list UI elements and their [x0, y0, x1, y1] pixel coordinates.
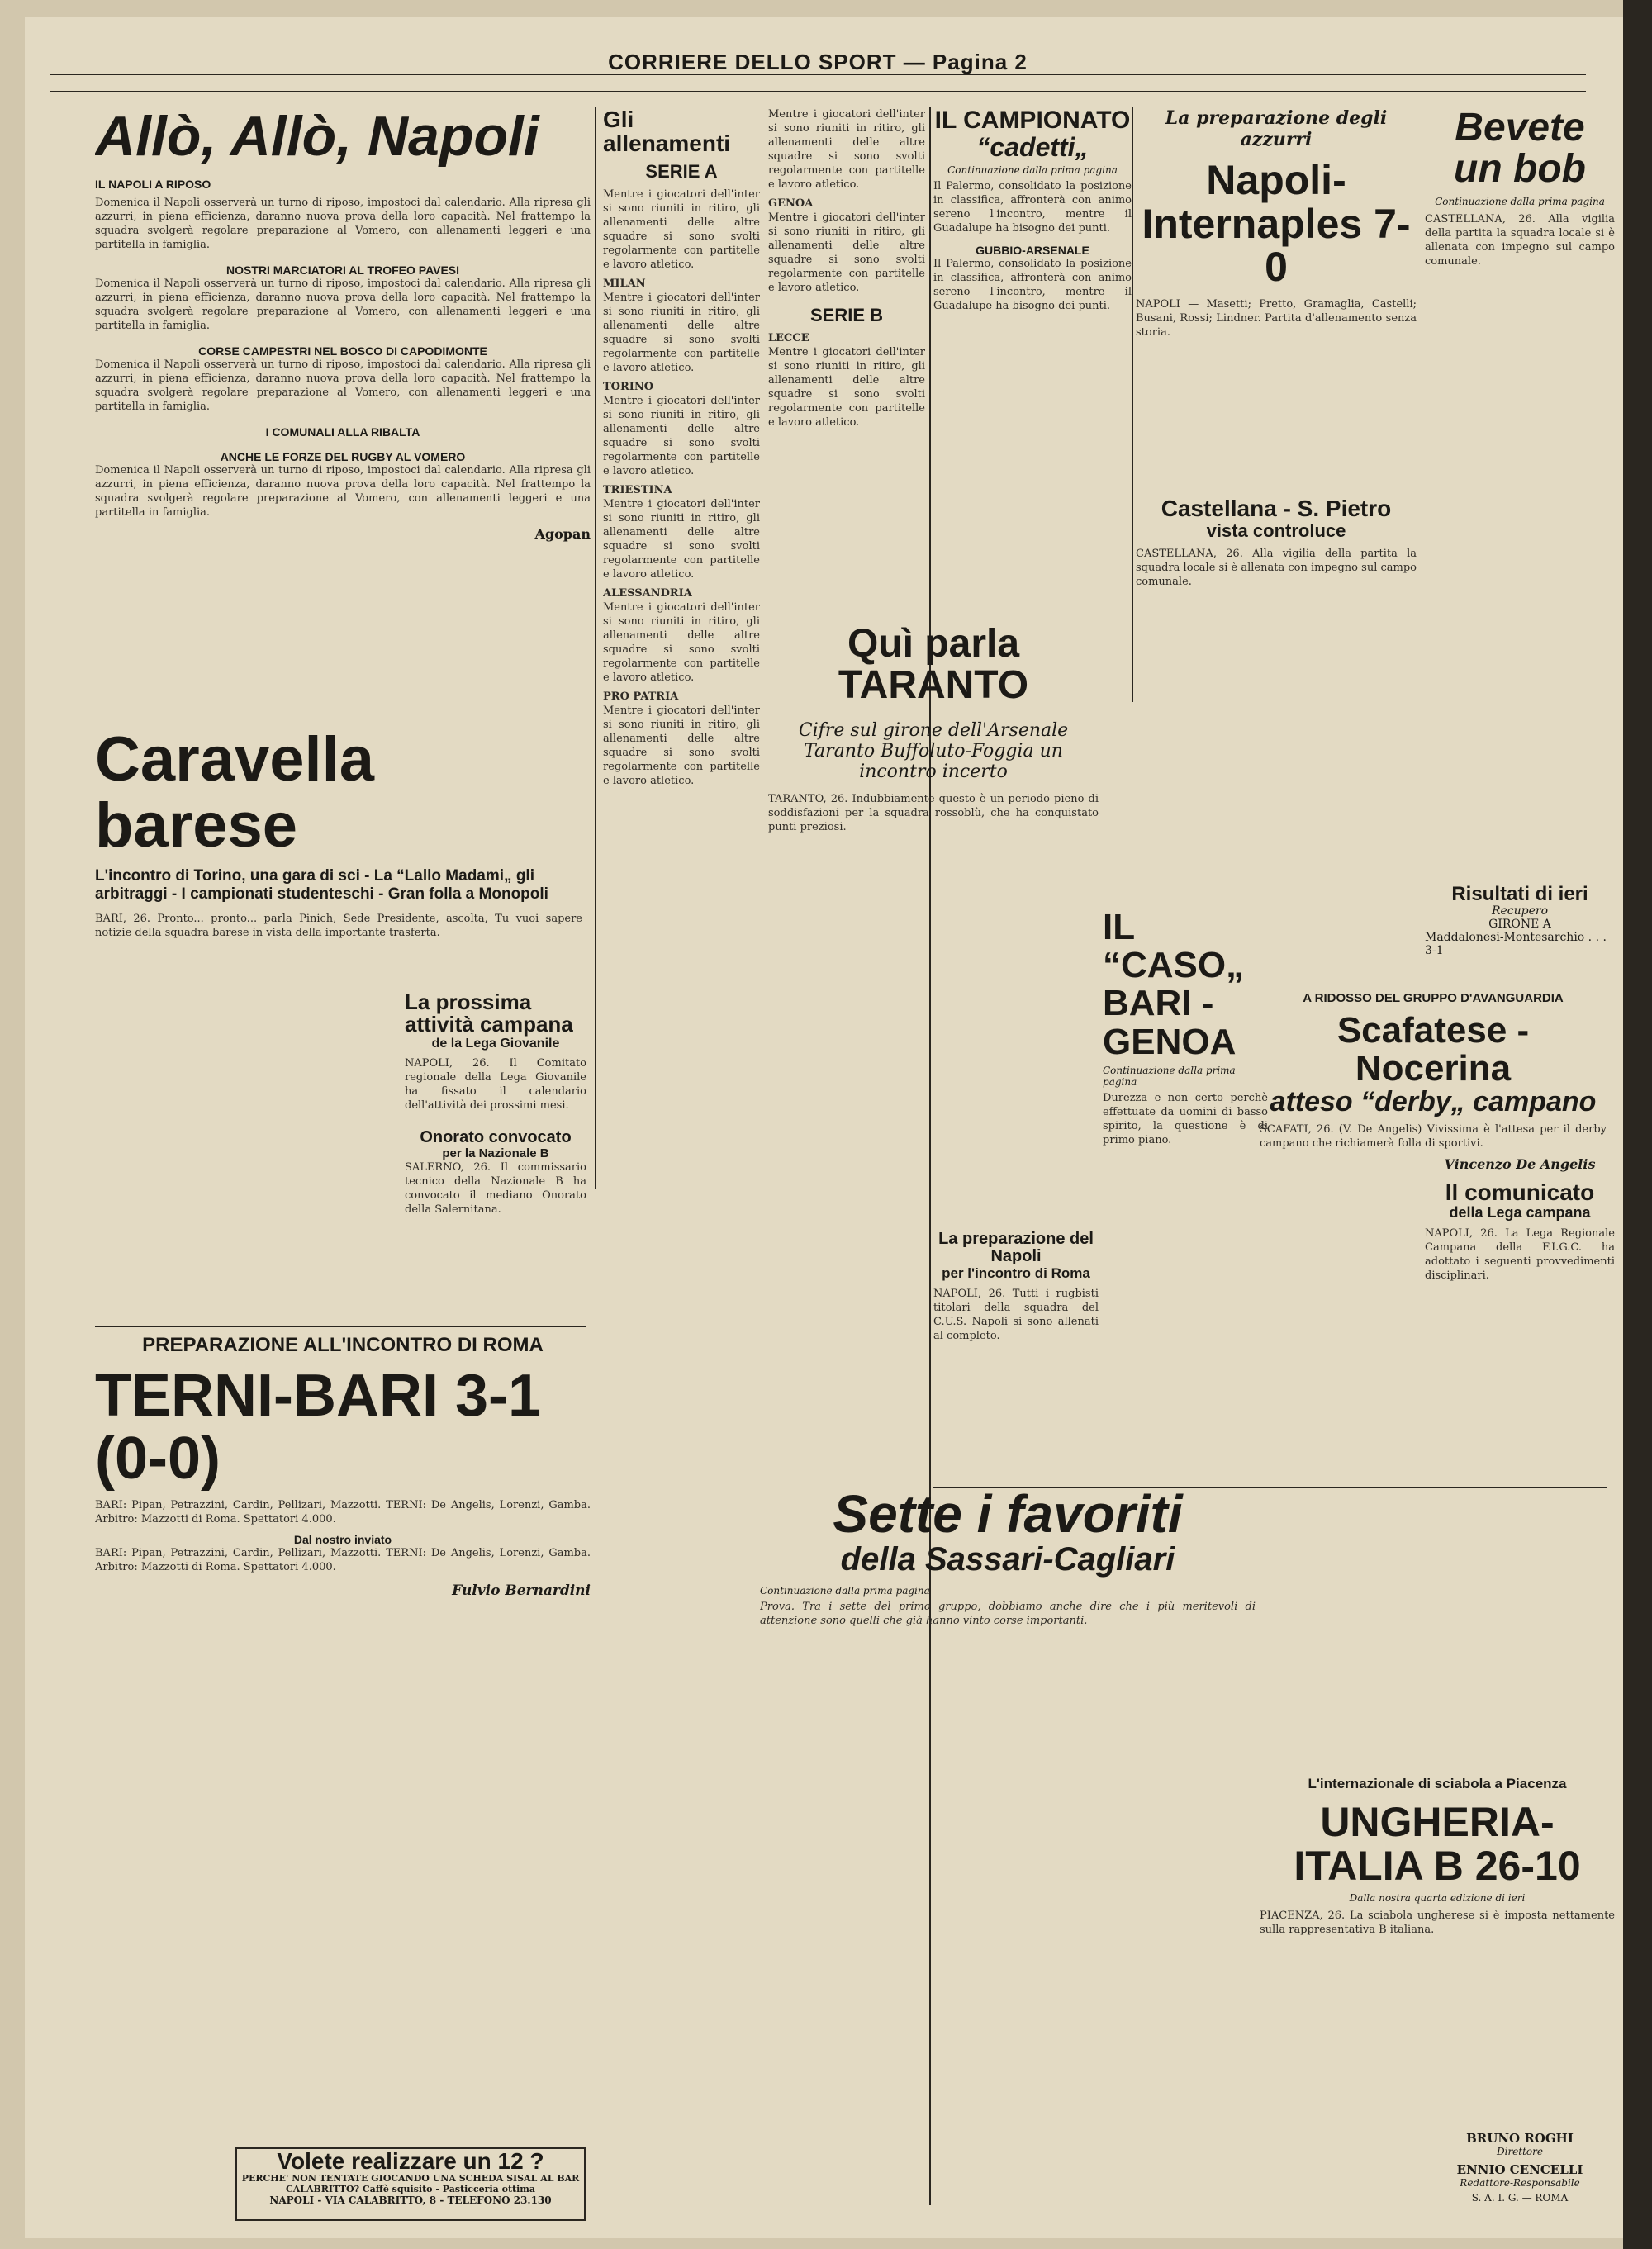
caravella-headline: Caravella barese — [95, 727, 375, 861]
napoli-sub1: NOSTRI MARCIATORI AL TROFEO PAVESI — [225, 263, 460, 278]
sette-article — [760, 1487, 1256, 2213]
caso-headline: IL “CASO„ — [1103, 909, 1245, 986]
allenamenti-article — [603, 107, 760, 1511]
terni-body: BARI: Pipan, Petrazzini, Cardin, Pellizari, Mazzotti. TERNI: De Angelis, Lorenzi, Gamba. Arbitro: Mazzotti di Roma. Spettatori 4.000. — [95, 1499, 591, 1526]
campana-headline: La prossima attività campana — [405, 991, 573, 1037]
binding-gutter — [1623, 0, 1652, 2249]
allenamenti-team-3: TRIESTINA — [603, 483, 672, 496]
scafatese-kicker: A RIDOSSO DEL GRUPPO D'AVANGUARDIA — [1303, 991, 1564, 1005]
napoli-body-4: Domenica il Napoli osserverà un turno di riposo, impostoci dal calendario. Alla ripresa gli azzurri, in piena efficienza, daranno nuova prova della loro capacità. Nel frattempo la squadra svolgerà regolare preparazione al Vomero, con allenamenti leggeri e una partitella in famiglia. — [95, 464, 591, 520]
allenamenti-headline: Gli allenamenti — [603, 107, 731, 157]
cadetti-headline-2: “cadetti„ — [976, 131, 1089, 162]
allenamenti-body-6: Mentre i giocatori dell'inter si sono riuniti in ritiro, gli allenamenti delle altre squadre si sono svolti regolarmente con partitelle e lavoro atletico. — [603, 704, 760, 787]
sette-sub: della Sassari-Cagliari — [840, 1541, 1175, 1578]
sisal-ad — [235, 2147, 586, 2221]
allenamenti-cont-body-3: Mentre i giocatori dell'inter si sono riuniti in ritiro, gli allenamenti delle altre squadre si sono svolti regolarmente con partitelle e lavoro atletico. — [768, 346, 925, 429]
page-header — [50, 25, 1586, 93]
prep-napoli-body: NAPOLI, 26. Tutti i rugbisti titolari della squadra del C.U.S. Napoli si sono allenati al completo. — [933, 1288, 1099, 1342]
sisal-title: Volete realizzare un 12 ? — [277, 2148, 544, 2174]
allenamenti-team-5: PRO PATRIA — [603, 690, 679, 703]
allenamenti-continued — [768, 107, 925, 702]
allenamenti-body-2: Mentre i giocatori dell'inter si sono riuniti in ritiro, gli allenamenti delle altre squadre si sono svolti regolarmente con partitelle e lavoro atletico. — [603, 291, 760, 374]
risultati-girone: GIRONE A — [1488, 918, 1551, 932]
sette-body: Prova. Tra i sette del primo gruppo, dobbiamo anche dire che i più meritevoli di attenzione sono quelli che già hanno vinto corse importanti. — [760, 1601, 1256, 1628]
onorato-body: SALERNO, 26. Il commissario tecnico della Nazionale B ha convocato il mediano Onorato della Salernitana. — [405, 1160, 586, 1216]
sciabola-body: PIACENZA, 26. La sciabola ungherese si è imposta nettamente sulla rappresentativa B italiana. — [1260, 1910, 1615, 1936]
editor-name: ENNIO CENCELLI — [1456, 2162, 1583, 2177]
terni-sub: Dal nostro inviato — [293, 1533, 392, 1547]
azzurri-body: NAPOLI — Masetti; Pretto, Gramaglia, Castelli; Busani, Rossi; Lindner. Partita d'allenamento senza storia. — [1136, 297, 1417, 339]
masthead-footer — [1425, 2131, 1615, 2213]
sisal-address: NAPOLI - VIA CALABRITTO, 8 - TELEFONO 23.130 — [269, 2194, 552, 2207]
allenamenti-team-6: GENOA — [768, 197, 814, 210]
napoli-kicker: IL NAPOLI A RIPOSO — [95, 178, 211, 192]
director-name: BRUNO ROGHI — [1466, 2131, 1574, 2146]
serie-b-label: SERIE B — [809, 305, 884, 325]
napoli-body: Domenica il Napoli osserverà un turno di riposo, impostoci dal calendario. Alla ripresa gli azzurri, in piena efficienza, daranno nuova prova della loro capacità. Nel frattempo la squadra svolgerà regolare preparazione al Vomero, con allenamenti leggeri e una partitella in famiglia. — [95, 197, 591, 252]
campana-sub: de la Lega Giovanile — [431, 1036, 560, 1051]
bevete-article — [1425, 107, 1615, 851]
allenamenti-body: Mentre i giocatori dell'inter si sono riuniti in ritiro, gli allenamenti delle altre squadre si sono svolti regolarmente con partitelle e lavoro atletico. — [603, 187, 760, 271]
allenamenti-cont-body-2: Mentre i giocatori dell'inter si sono riuniti in ritiro, gli allenamenti delle altre squadre si sono svolti regolarmente con partitelle e lavoro atletico. — [768, 211, 925, 294]
terni-byline: Fulvio Bernardini — [452, 1582, 591, 1600]
scafatese-headline: Scafatese - Nocerina — [1336, 1010, 1530, 1089]
cadetti-body: Il Palermo, consolidato la posizione in classifica, affronterà con animo sereno l'incontro, mentre il Guadalupe ha bisogno dei punti. — [933, 180, 1132, 235]
prep-napoli-headline: La preparazione del Napoli — [938, 1231, 1094, 1265]
castellana-body: CASTELLANA, 26. Alla vigilia della partita la squadra locale si è allenata con impegno sul campo comunale. — [1136, 547, 1417, 588]
allenamenti-body-5: Mentre i giocatori dell'inter si sono riuniti in ritiro, gli allenamenti delle altre squadre si sono svolti regolarmente con partitelle e lavoro atletico. — [603, 600, 760, 684]
risultati-row: Maddalonesi-Montesarchio . . . 3-1 — [1425, 931, 1607, 958]
scafatese-body: SCAFATI, 26. (V. De Angelis) Vivissima è l'attesa per il derby campano che richiamerà folla di sportivi. — [1260, 1123, 1607, 1151]
sciabola-article — [1260, 1776, 1615, 2024]
azzurri-headline: Napoli-Internaples 7-0 — [1142, 157, 1411, 290]
sisal-sub: PERCHE' NON TENTATE GIOCANDO UNA SCHEDA SISAL AL BAR CALABRITTO? Caffè squisito - Pasticceria ottima — [241, 2173, 580, 2195]
allenamenti-body-4: Mentre i giocatori dell'inter si sono riuniti in ritiro, gli allenamenti delle altre squadre si sono svolti regolarmente con partitelle e lavoro atletico. — [603, 497, 760, 581]
bevete-body: CASTELLANA, 26. Alla vigilia della partita la squadra locale si è allenata con impegno sul campo comunale. — [1425, 212, 1615, 268]
sette-headline: Sette i favoriti — [833, 1487, 1183, 1544]
bevete-sub: un bob — [1454, 147, 1586, 192]
castellana-sub: vista controluce — [1206, 520, 1346, 541]
printer: S. A. I. G. — ROMA — [1471, 2192, 1569, 2204]
allenamenti-body-3: Mentre i giocatori dell'inter si sono riuniti in ritiro, gli allenamenti delle altre squadre si sono svolti regolarmente con partitelle e lavoro atletico. — [603, 394, 760, 477]
taranto-body: TARANTO, 26. Indubbiamente questo è un periodo pieno di soddisfazioni per la squadra rossoblù, che ha conquistato punti preziosi. — [768, 792, 1099, 833]
napoli-sub2: CORSE CAMPESTRI NEL BOSCO DI CAPODIMONTE — [198, 344, 487, 358]
cadetti-cont: Continuazione dalla prima pagina — [947, 164, 1118, 177]
sciabola-kicker: L'internazionale di sciabola a Piacenza — [1308, 1776, 1567, 1791]
comunicato-article — [1425, 1156, 1615, 1644]
sciabola-sub: Dalla nostra quarta edizione di ieri — [1349, 1892, 1526, 1904]
caravella-body: BARI, 26. Pronto... pronto... parla Pinich, Sede Presidente, ascolta, Tu vuoi sapere notizie della squadra barese in vista della importante trasferta. — [95, 912, 582, 939]
prep-napoli-sub: per l'incontro di Roma — [942, 1265, 1090, 1281]
napoli-headline: Allò, Allò, Napoli — [95, 107, 539, 168]
header-text: CORRIERE DELLO SPORT — Pagina 2 — [608, 50, 1028, 74]
prep-napoli-article — [933, 1231, 1099, 1421]
column-rule — [595, 107, 596, 1189]
taranto-article — [768, 624, 1099, 1227]
bevete-cont: Continuazione dalla prima pagina — [1435, 195, 1605, 207]
column-rule — [1132, 107, 1133, 702]
napoli-article — [95, 107, 591, 603]
scafatese-sub: atteso “derby„ campano — [1270, 1086, 1597, 1118]
allenamenti-team-2: TORINO — [603, 380, 654, 393]
scafatese-article — [1260, 991, 1607, 1156]
azzurri-kicker: La preparazione degli azzurri — [1165, 107, 1388, 150]
cadetti-sub: GUBBIO-ARSENALE — [976, 244, 1089, 258]
caso-headline-2: BARI - GENOA — [1103, 983, 1237, 1062]
bevete-headline: Bevete — [1455, 107, 1585, 149]
terni-body-2: BARI: Pipan, Petrazzini, Cardin, Pellizari, Mazzotti. TERNI: De Angelis, Lorenzi, Gamba. Arbitro: Mazzotti di Roma. Spettatori 4.000. — [95, 1547, 591, 1574]
sciabola-headline: UNGHERIA-ITALIA B 26-10 — [1294, 1799, 1581, 1889]
azzurri-article — [1136, 107, 1417, 933]
terni-headline: TERNI-BARI 3-1 (0-0) — [95, 1363, 542, 1492]
napoli-sub4: ANCHE LE FORZE DEL RUGBY AL VOMERO — [220, 450, 466, 464]
taranto-deck: Cifre sul girone dell'Arsenale Taranto Buffoluto-Foggia un incontro incerto — [798, 719, 1069, 782]
comunicato-body: NAPOLI, 26. La Lega Regionale Campana della F.I.G.C. ha adottato i seguenti provvedimenti disciplinari. — [1425, 1227, 1615, 1283]
onorato-headline: Onorato convocato — [420, 1127, 572, 1146]
allenamenti-team-4: ALESSANDRIA — [603, 586, 692, 600]
allenamenti-cont-body: Mentre i giocatori dell'inter si sono riuniti in ritiro, gli allenamenti delle altre squadre si sono svolti regolarmente con partitelle e lavoro atletico. — [768, 108, 925, 191]
napoli-body-3: Domenica il Napoli osserverà un turno di riposo, impostoci dal calendario. Alla ripresa gli azzurri, in piena efficienza, daranno nuova prova della loro capacità. Nel frattempo la squadra svolgerà regolare preparazione al Vomero, con allenamenti leggeri e una partitella in famiglia. — [95, 358, 591, 414]
napoli-sub3: I COMUNALI ALLA RIBALTA — [265, 425, 420, 439]
cadetti-article — [933, 107, 1132, 628]
caso-article — [1103, 909, 1268, 1421]
napoli-byline: Agopan — [534, 526, 591, 543]
director-label: Direttore — [1496, 2146, 1543, 2157]
napoli-body-2: Domenica il Napoli osserverà un turno di riposo, impostoci dal calendario. Alla ripresa gli azzurri, in piena efficienza, daranno nuova prova della loro capacità. Nel frattempo la squadra svolgerà regolare preparazione al Vomero, con allenamenti leggeri e una partitella in famiglia. — [95, 278, 591, 333]
sette-cont: Continuazione dalla prima pagina — [760, 1585, 930, 1597]
comunicato-sub: della Lega campana — [1449, 1204, 1591, 1222]
risultati-box — [1425, 884, 1615, 966]
cadetti-body-2: Il Palermo, consolidato la posizione in classifica, affronterà con animo sereno l'incontro, mentre il Guadalupe ha bisogno dei punti. — [933, 258, 1132, 313]
caravella-deck: L'incontro di Torino, una gara di sci - La “Lallo Madami„ gli arbitraggi - I campionati studenteschi - Gran folla a Monopoli — [95, 866, 548, 903]
risultati-headline: Risultati di ieri — [1451, 884, 1588, 905]
serie-a-label: SERIE A — [645, 160, 718, 182]
onorato-sub: per la Nazionale B — [442, 1146, 549, 1160]
allenamenti-team-11: LECCE — [768, 332, 809, 344]
comunicato-headline: Il comunicato — [1445, 1179, 1595, 1205]
campana-article — [405, 991, 586, 1338]
cadetti-headline: IL CAMPIONATO — [934, 107, 1131, 134]
editor-label: Redattore-Responsabile — [1460, 2177, 1580, 2189]
caso-cont: Continuazione dalla prima pagina — [1103, 1064, 1236, 1088]
campana-body: NAPOLI, 26. Il Comitato regionale della Lega Giovanile ha fissato il calendario dell'attività dei prossimi mesi. — [405, 1056, 586, 1112]
risultati-sub: Recupero — [1491, 904, 1549, 918]
section-rule — [95, 1326, 586, 1327]
header-rule — [50, 74, 1586, 75]
castellana-headline: Castellana - S. Pietro — [1161, 495, 1392, 521]
terni-kicker: PREPARAZIONE ALL'INCONTRO DI ROMA — [142, 1334, 544, 1356]
terni-article — [95, 1334, 591, 2160]
comunicato-byline: Vincenzo De Angelis — [1444, 1156, 1596, 1172]
allenamenti-team-1: MILAN — [603, 277, 646, 290]
caso-body: Durezza e non certo perchè effettuate da uomini di basso spirito, la questione è di primo piano. — [1103, 1091, 1268, 1146]
taranto-headline: Quì parla TARANTO — [838, 624, 1029, 708]
